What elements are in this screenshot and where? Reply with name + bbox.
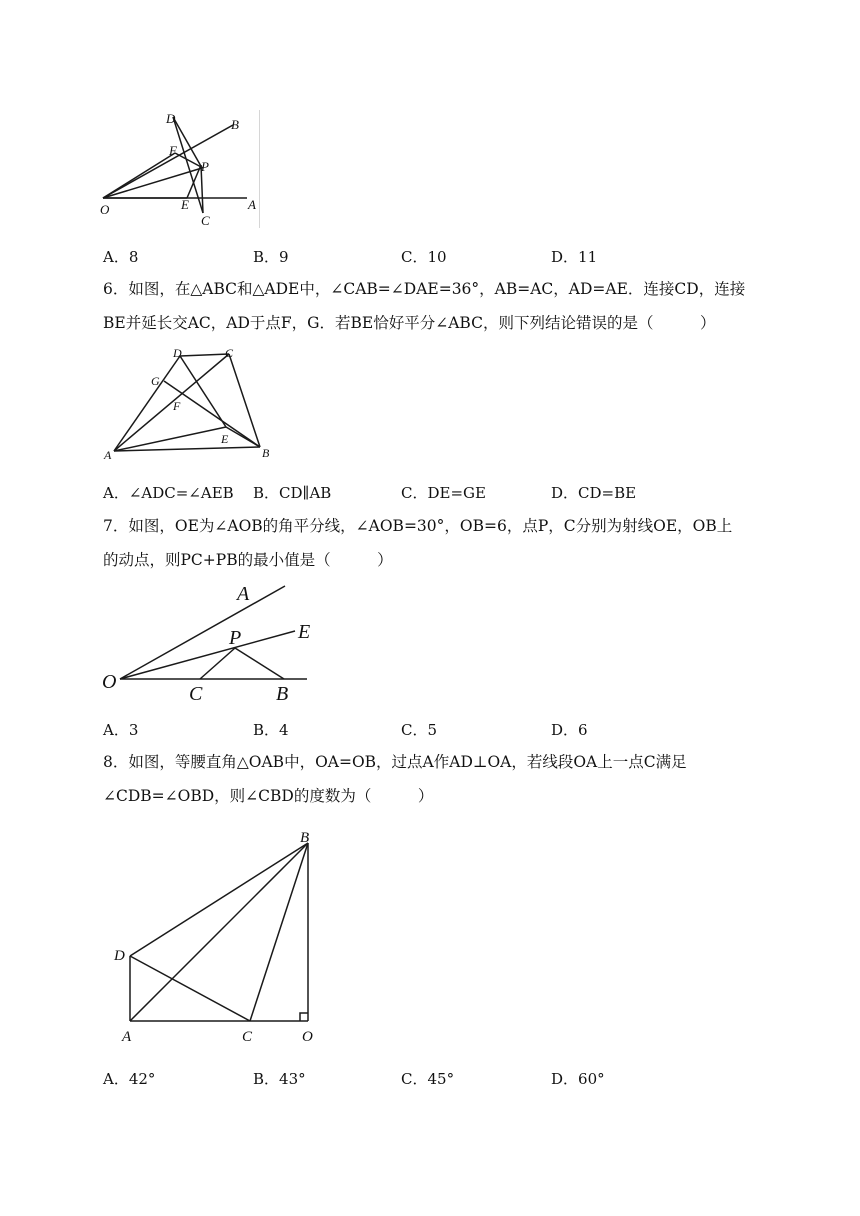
q7-option-a[interactable]: A．3 [103,721,139,739]
q7-stem-line-2: 的动点，则PC+PB的最小值是（ ） [103,551,393,569]
q6-label-G: G [151,374,160,388]
q7-figure [100,578,330,706]
q7-option-d[interactable]: D．6 [551,721,588,739]
q5-option-b[interactable]: B．9 [253,248,289,266]
q8-option-a[interactable]: A．42° [103,1070,156,1088]
q5-option-d[interactable]: D．11 [551,248,598,266]
q5-label-A: A [248,197,256,212]
q7-label-C: C [189,683,203,705]
q8-label-D: D [114,948,125,964]
q5-label-P: P [201,159,209,174]
q7-option-b[interactable]: B．4 [253,721,289,739]
q6-option-d[interactable]: D．CD=BE [551,484,637,502]
q5-label-F: F [169,143,177,158]
q8-label-A: A [122,1029,132,1045]
q6-option-c[interactable]: C．DE=GE [401,484,486,502]
q6-option-b[interactable]: B．CD∥AB [253,484,332,502]
q6-figure [100,343,280,465]
q6-stem [103,272,763,340]
q7-label-B: B [276,683,289,705]
q7-option-c[interactable]: C．5 [401,721,438,739]
q6-label-E: E [221,432,229,446]
q5-label-E: E [181,197,189,212]
q7-label-A: A [237,583,250,605]
q5-option-c[interactable]: C．10 [401,248,447,266]
q8-option-d[interactable]: D．60° [551,1070,605,1088]
q5-label-B: B [231,117,239,132]
q7-label-O: O [102,671,117,693]
q6-option-a[interactable]: A．∠ADC=∠AEB [103,484,234,502]
q7-stem-line-1: 7．如图，OE为∠AOB的角平分线，∠AOB=30°，OB=6，点P，C分别为射线OE，OB上 [103,517,733,535]
q8-figure [110,822,330,1050]
q7-label-E: E [298,621,311,643]
q5-label-C: C [201,213,210,228]
q8-stem-line-1: 8．如图，等腰直角△OAB中，OA=OB，过点A作AD⊥OA，若线段OA上一点C满足 [103,753,687,771]
q6-stem-line-1: 6．如图，在△ABC和△ADE中，∠CAB=∠DAE=36°，AB=AC，AD=AE．连接CD，连接 [103,280,746,298]
q5-label-O: O [100,202,110,217]
q8-option-c[interactable]: C．45° [401,1070,455,1088]
q8-label-O: O [302,1029,313,1045]
q8-label-C: C [242,1029,253,1045]
q6-label-A: A [104,448,112,462]
q6-label-C: C [225,346,234,360]
q7-label-P: P [229,627,242,649]
q5-figure [95,105,265,230]
q6-label-B: B [262,446,270,460]
q8-label-B: B [300,830,310,846]
q8-stem [103,745,763,813]
q6-stem-line-2: BE并延长交AC，AD于点F，G．若BE恰好平分∠ABC，则下列结论错误的是（ ） [103,314,716,332]
q5-option-a[interactable]: A．8 [103,248,139,266]
q7-stem [103,509,763,577]
q6-label-D: D [173,346,182,360]
q8-stem-line-2: ∠CDB=∠OBD，则∠CBD的度数为（ ） [103,787,434,805]
q8-option-b[interactable]: B．43° [253,1070,306,1088]
q5-label-D: D [166,111,176,126]
q6-label-F: F [173,399,181,413]
